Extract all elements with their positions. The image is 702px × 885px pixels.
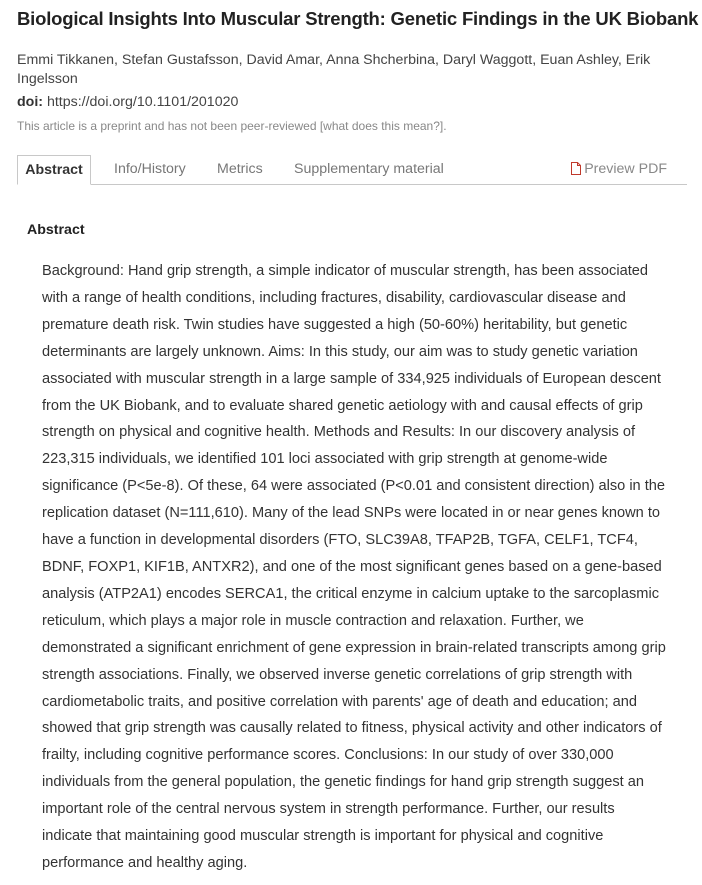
pdf-file-icon (571, 157, 581, 186)
abstract-heading: Abstract (27, 222, 85, 238)
doi-label: doi: (17, 94, 43, 110)
tab-supplementary-material[interactable]: Supplementary material (294, 161, 444, 177)
doi-link[interactable]: https://doi.org/10.1101/201020 (46, 94, 239, 110)
preprint-notice[interactable]: This article is a preprint and has not been peer-reviewed [what does this mean?]. (17, 119, 447, 133)
preview-pdf-label: Preview PDF (584, 161, 667, 177)
article-tabs (17, 155, 687, 185)
article-title: Biological Insights Into Muscular Strength: Genetic Findings in the UK Biobank (17, 8, 699, 29)
tab-info-history[interactable]: Info/History (114, 161, 186, 177)
abstract-text: Background: Hand grip strength, a simple indicator of muscular strength, has been associated with a range of health conditions, including fractures, disability, cardiovascular disease and premature death risk. Twin studies have suggested a high (50-60%) heritability, but genetic determinants are largely unknown. Aims: In this study, our aim was to study genetic variation associated with muscular strength in a large sample of 334,925 individuals of European descent from the UK Biobank, and to evaluate shared genetic aetiology with and causal effects of grip strength on physical and cognitive health. Methods and Results: In our discovery analysis of 223,315 individuals, we identified 101 loci associated with grip strength at genome-wide significance (P<5e-8). Of these, 64 were associated (P<0.01 and consistent direction) also in the replication dataset (N=111,610). Many of the lead SNPs were located in or near genes known to have a function in developmental disorders (FTO, SLC39A8, TFAP2B, TGFA, CELF1, TCF4, BDNF, FOXP1, KIF1B, ANTXR2), and one of the most significant genes based on a gene-based analysis (ATP2A1) encodes SERCA1, the critical enzyme in calcium uptake to the sarcoplasmic reticulum, which plays a major role in muscle contraction and relaxation. Further, we demonstrated a significant enrichment of gene expression in brain-related transcripts among grip strength associations. Finally, we observed inverse genetic correlations of grip strength with cardiometabolic traits, and positive correlation with parents' age of death and education; and showed that grip strength was causally related to fitness, physical activity and other indicators of frailty, including cognitive performance scores. Conclusions: In our study of over 330,000 individuals from the general population, the genetic findings for hand grip strength suggest an important role of the central nervous system in strength performance. Further, our results indicate that maintaining good muscular strength is important for physical and cognitive performance and healthy aging. (42, 263, 666, 871)
tab-abstract[interactable]: Abstract (17, 155, 91, 185)
preview-pdf-link[interactable] (571, 155, 667, 184)
author-list: Emmi Tikkanen, Stefan Gustafsson, David Amar, Anna Shcherbina, Daryl Waggott, Euan Ashley, Erik Ingelsson (17, 52, 651, 87)
doi-line (17, 93, 238, 111)
tab-metrics[interactable]: Metrics (217, 161, 263, 177)
